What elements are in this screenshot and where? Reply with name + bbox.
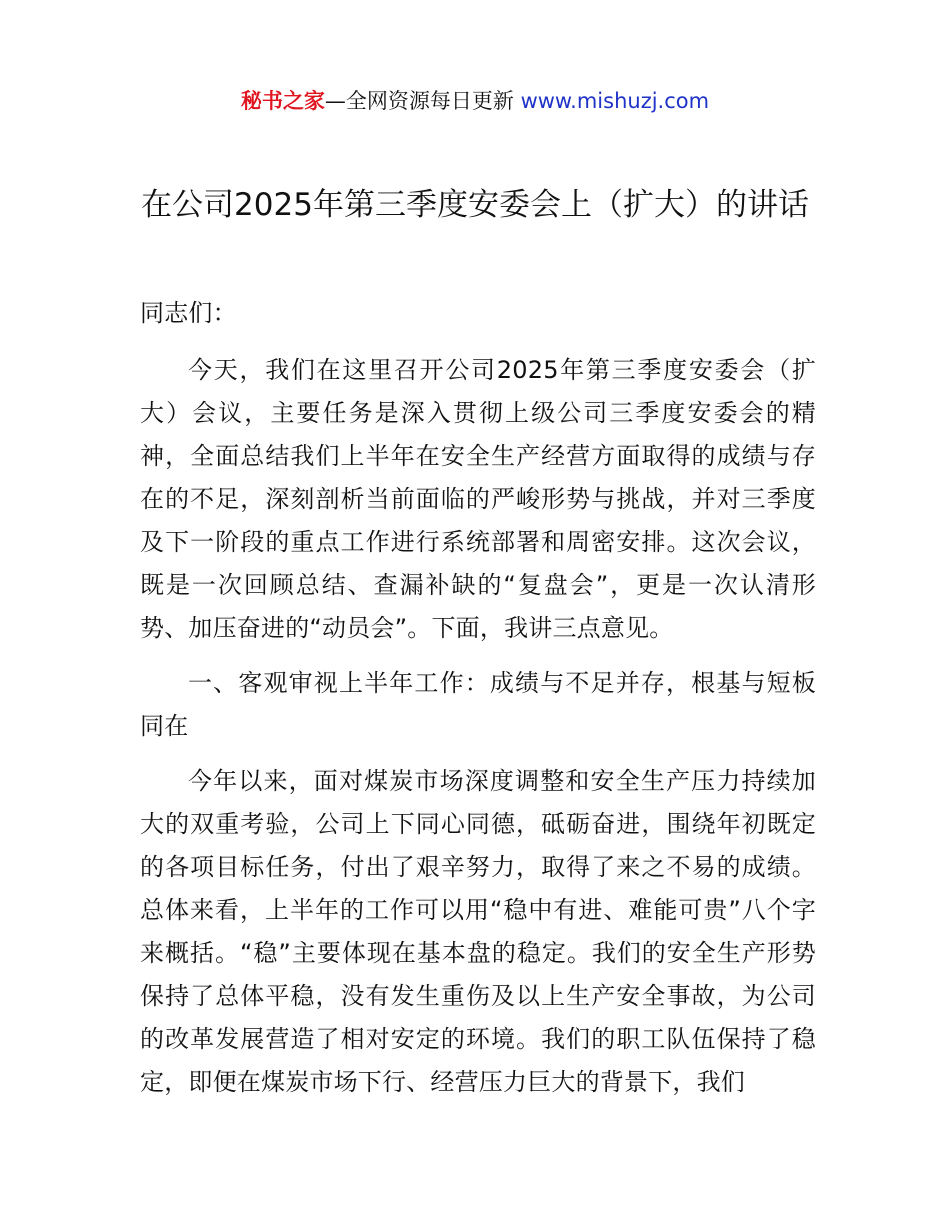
site-url-link[interactable]: www.mishuzj.com bbox=[520, 89, 710, 113]
brand-name: 秘书之家 bbox=[240, 89, 325, 113]
document-title: 在公司2025年第三季度安委会上（扩大）的讲话 bbox=[141, 187, 809, 223]
salutation: 同志们： bbox=[140, 299, 237, 327]
site-header bbox=[0, 86, 950, 116]
section-heading-1: 一、客观审视上半年工作：成绩与不足并存，根基与短板同在 bbox=[140, 669, 816, 740]
header-tagline: —全网资源每日更新 bbox=[324, 89, 521, 113]
document-body bbox=[140, 292, 816, 1104]
paragraph-section-1: 今年以来，面对煤炭市场深度调整和安全生产压力持续加大的双重考验，公司上下同心同德，砥砺奋进，围绕年初既定的各项目标任务，付出了艰辛努力，取得了来之不易的成绩。总体来看，上半年的工作可以用“稳中有进、难能可贵”八个字来概括。“稳”主要体现在基本盘的稳定。我们的安全生产形势保持了总体平稳，没有发生重伤及以上生产安全事故，为公司的改革发展营造了相对安定的环境。我们的职工队伍保持了稳定，即便在煤炭市场下行、经营压力巨大的背景下，我们 bbox=[140, 767, 816, 1096]
paragraph-intro: 今天，我们在这里召开公司2025年第三季度安委会（扩大）会议，主要任务是深入贯彻上级公司三季度安委会的精神，全面总结我们上半年在安全生产经营方面取得的成绩与存在的不足，深刻剖析当前面临的严峻形势与挑战，并对三季度及下一阶段的重点工作进行系统部署和周密安排。这次会议，既是一次回顾总结、查漏补缺的“复盘会”，更是一次认清形势、加压奋进的“动员会”。下面，我讲三点意见。 bbox=[140, 356, 816, 642]
